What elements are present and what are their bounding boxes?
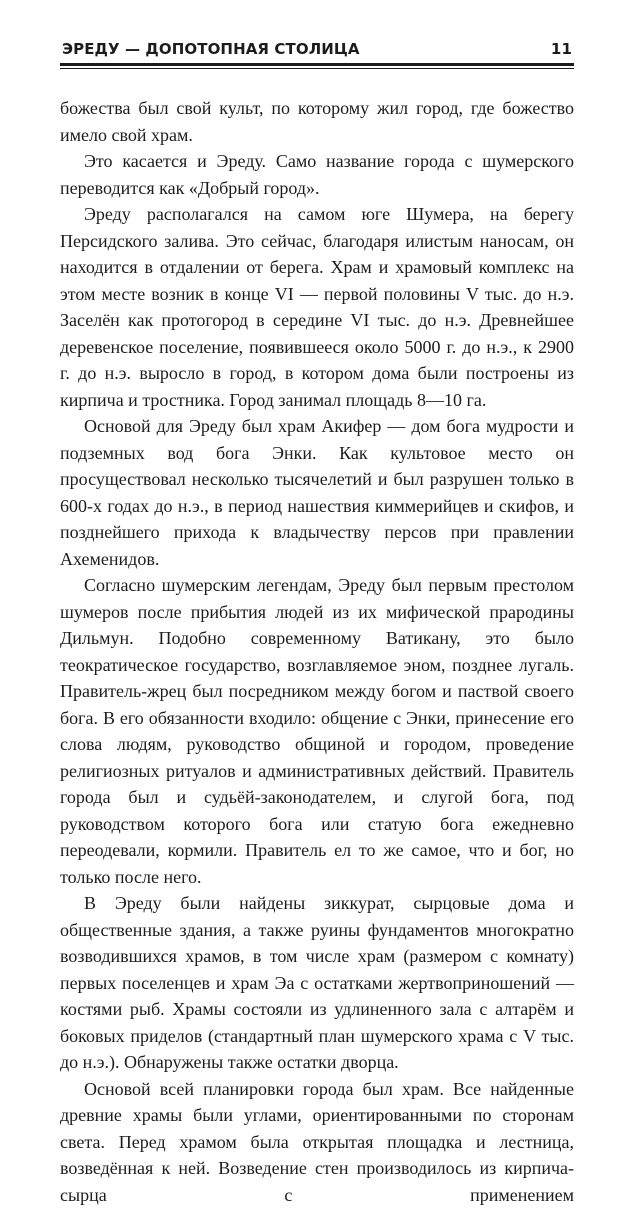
header-rule-thin bbox=[60, 68, 574, 69]
running-header bbox=[60, 38, 574, 60]
paragraph: божества был свой культ, по которому жил город, где божество имело свой храм. bbox=[60, 95, 574, 148]
paragraph: Основой для Эреду был храм Акифер — дом бога мудрости и подземных вод бога Энки. Как культовое место он просуществовал несколько тысячелетий и был разрушен только в 600-х годах до н.э., в период нашествия киммерийцев и скифов, и позднейшего прихода к владычеству персов при правлении Ахеменидов. bbox=[60, 413, 574, 572]
paragraph: В Эреду были найдены зиккурат, сырцовые дома и общественные здания, а также руины фундаментов многократно возводившихся храмов, в том числе храм (размером с комнату) первых поселенцев и храм Эа с остатками жертвоприношений — костями рыб. Храмы состояли из удлиненного зала с алтарём и боковых приделов (стандартный план шумерского храма с V тыс. до н.э.). Обнаружены также остатки дворца. bbox=[60, 890, 574, 1076]
page-number: 11 bbox=[551, 38, 572, 60]
paragraph: Эреду располагался на самом юге Шумера, на берегу Персидского залива. Это сейчас, благодаря илистым наносам, он находится в отдалении от берега. Храм и храмовый комплекс на этом месте возник в конце VI — первой половины V тыс. до н.э. Заселён как протогород в середине VI тыс. до н.э. Древнейшее деревенское поселение, появившееся около 5000 г. до н.э., к 2900 г. до н.э. выросло в город, в котором дома были построены из кирпича и тростника. Город занимал площадь 8—10 га. bbox=[60, 201, 574, 413]
paragraph: Согласно шумерским легендам, Эреду был первым престолом шумеров после прибытия людей из их мифической прародины Дильмун. Подобно современному Ватикану, это было теократическое государство, возглавляемое эном, позднее лугаль. Правитель-жрец был посредником между богом и паствой своего бога. В его обязанности входило: общение с Энки, принесение его слова людям, руководство общиной и городом, проведение религиозных ритуалов и административных действий. Правитель города был и судьёй-законодателем, и слугой бога, под руководством которого бога или статую бога ежедневно переодевали, кормили. Правитель ел то же самое, что и бог, но только после него. bbox=[60, 572, 574, 890]
header-rule-thick bbox=[60, 63, 574, 66]
book-page bbox=[60, 38, 574, 1208]
chapter-title: ЭРЕДУ — ДОПОТОПНАЯ СТОЛИЦА bbox=[62, 38, 360, 60]
paragraph: Основой всей планировки города был храм. Все найденные древние храмы были углами, ориентированными по сторонам света. Перед храмом была открытая площадка и лестница, возведённая к ней. Возведение стен производилось из кирпича-сырца с применением bbox=[60, 1076, 574, 1208]
paragraph: Это касается и Эреду. Само название города с шумерского переводится как «Добрый город». bbox=[60, 148, 574, 201]
body-text bbox=[60, 95, 574, 1208]
